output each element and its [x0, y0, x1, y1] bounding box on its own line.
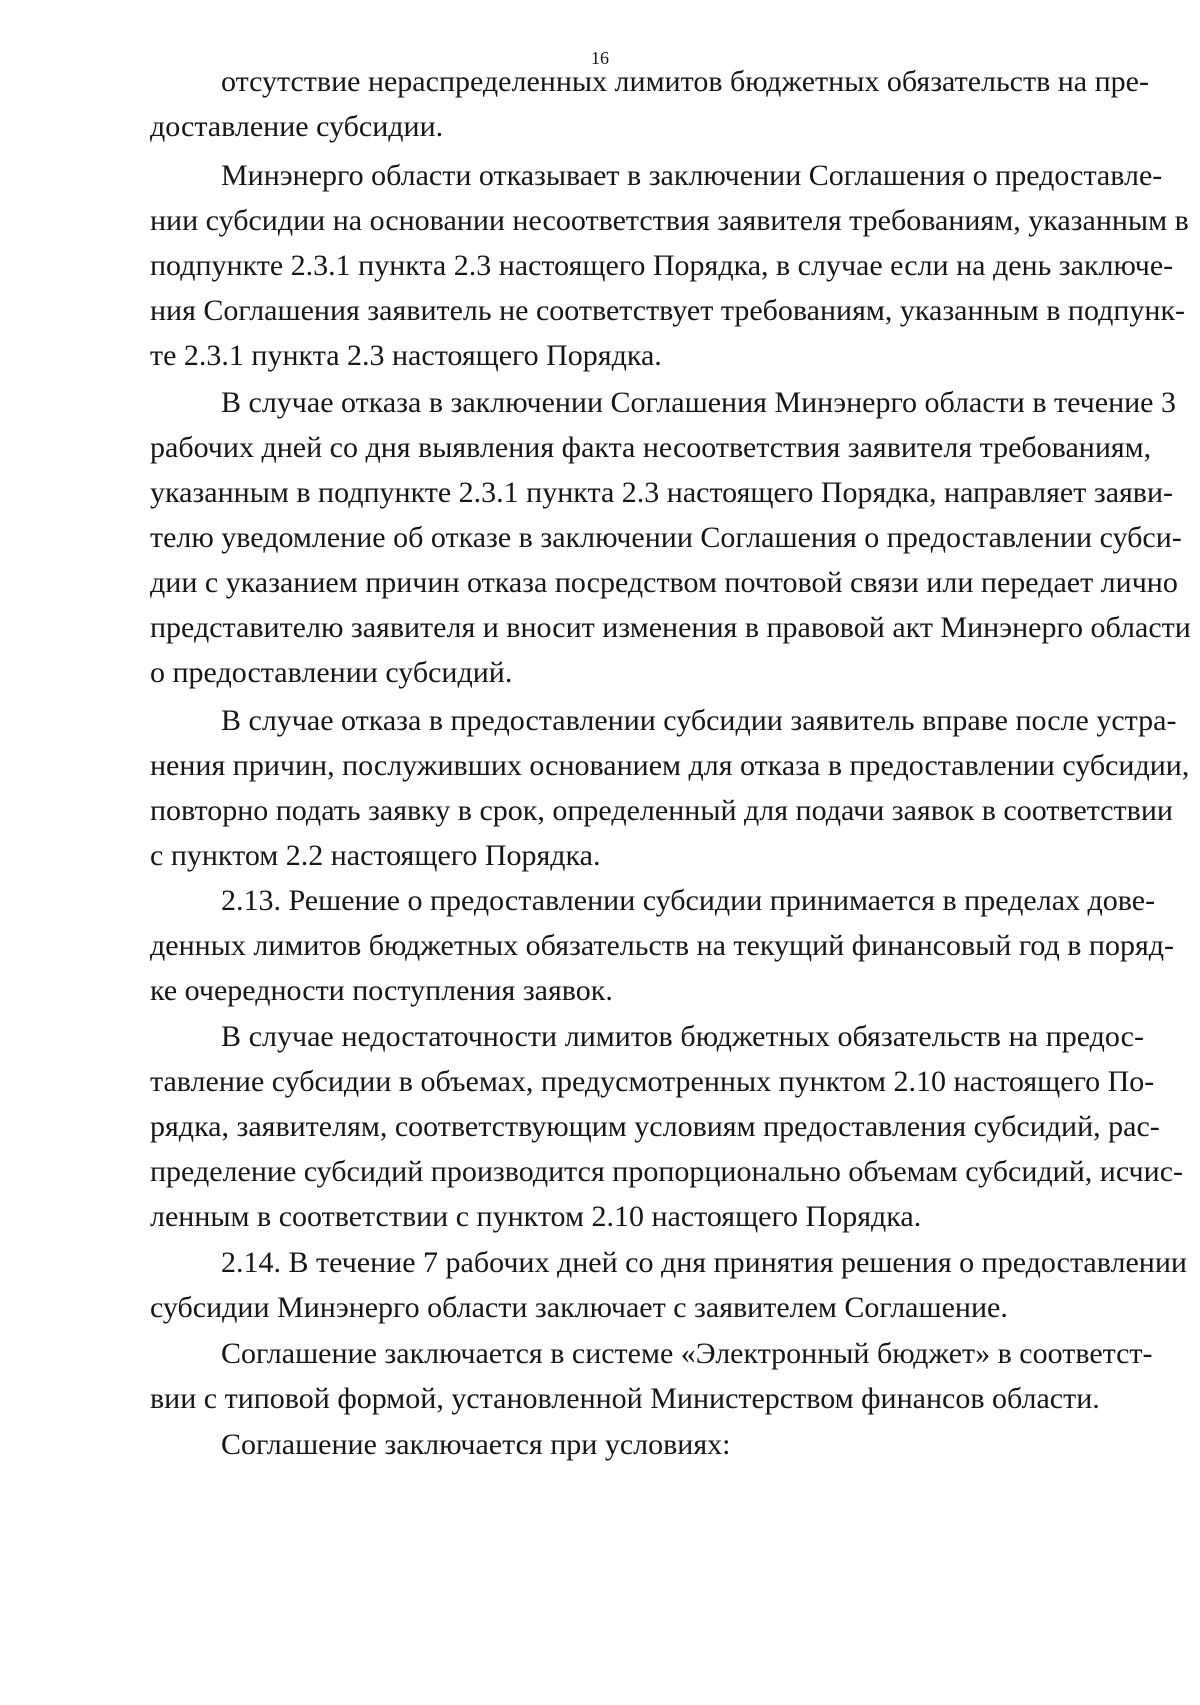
- text-line: представителю заявителя и вносит изменения в правовой акт Минэнерго области: [150, 611, 1191, 644]
- text-line: ния Соглашения заявитель не соответствует требованиям, указанным в подпунк-: [150, 294, 1186, 327]
- text-line: отсутствие нераспределенных лимитов бюджетных обязательств на пре-: [221, 65, 1149, 98]
- text-line: вии с типовой формой, установленной Министерством финансов области.: [150, 1382, 1100, 1415]
- text-line: ке очередности поступления заявок.: [150, 974, 613, 1007]
- text-line: телю уведомление об отказе в заключении Соглашения о предоставлении субси-: [150, 521, 1182, 554]
- text-line: В случае недостаточности лимитов бюджетных обязательств на предос-: [221, 1020, 1144, 1053]
- text-line: дии с указанием причин отказа посредством почтовой связи или передает лично: [150, 566, 1178, 599]
- text-line: с пунктом 2.2 настоящего Порядка.: [150, 839, 601, 872]
- text-line: нии субсидии на основании несоответствия заявителя требованиям, указанным в: [150, 204, 1189, 237]
- text-line: доставление субсидии.: [150, 110, 444, 143]
- text-line: рядка, заявителям, соответствующим условиям предоставления субсидий, рас-: [150, 1110, 1160, 1143]
- text-line: Минэнерго области отказывает в заключении Соглашения о предоставле-: [221, 159, 1163, 192]
- text-line: указанным в подпункте 2.3.1 пункта 2.3 настоящего Порядка, направляет заяви-: [150, 476, 1174, 509]
- text-line: пределение субсидий производится пропорционально объемам субсидий, исчис-: [150, 1155, 1183, 1188]
- text-line: повторно подать заявку в срок, определенный для подачи заявок в соответствии: [150, 794, 1173, 827]
- text-line: Соглашение заключается при условиях:: [221, 1428, 731, 1461]
- page-number: 16: [591, 48, 609, 68]
- text-line: 2.13. Решение о предоставлении субсидии принимается в пределах дове-: [221, 884, 1156, 917]
- text-line: подпункте 2.3.1 пункта 2.3 настоящего Порядка, в случае если на день заключе-: [150, 249, 1174, 282]
- text-line: денных лимитов бюджетных обязательств на текущий финансовый год в поряд-: [150, 929, 1175, 962]
- text-line: те 2.3.1 пункта 2.3 настоящего Порядка.: [150, 339, 662, 372]
- text-line: нения причин, послуживших основанием для отказа в предоставлении субсидии,: [150, 749, 1190, 782]
- text-line: 2.14. В течение 7 рабочих дней со дня принятия решения о предоставлении: [221, 1246, 1187, 1279]
- text-line: В случае отказа в предоставлении субсидии заявитель вправе после устра-: [221, 704, 1177, 737]
- text-line: ленным в соответствии с пунктом 2.10 настоящего Порядка.: [150, 1200, 922, 1233]
- text-line: о предоставлении субсидий.: [150, 656, 513, 689]
- text-line: тавление субсидии в объемах, предусмотренных пунктом 2.10 настоящего По-: [150, 1065, 1155, 1098]
- text-line: рабочих дней со дня выявления факта несоответствия заявителя требованиям,: [150, 431, 1152, 464]
- text-line: субсидии Минэнерго области заключает с заявителем Соглашение.: [150, 1291, 1008, 1324]
- text-line: В случае отказа в заключении Соглашения Минэнерго области в течение 3: [221, 386, 1176, 419]
- text-line: Соглашение заключается в системе «Электронный бюджет» в соответст-: [221, 1337, 1153, 1370]
